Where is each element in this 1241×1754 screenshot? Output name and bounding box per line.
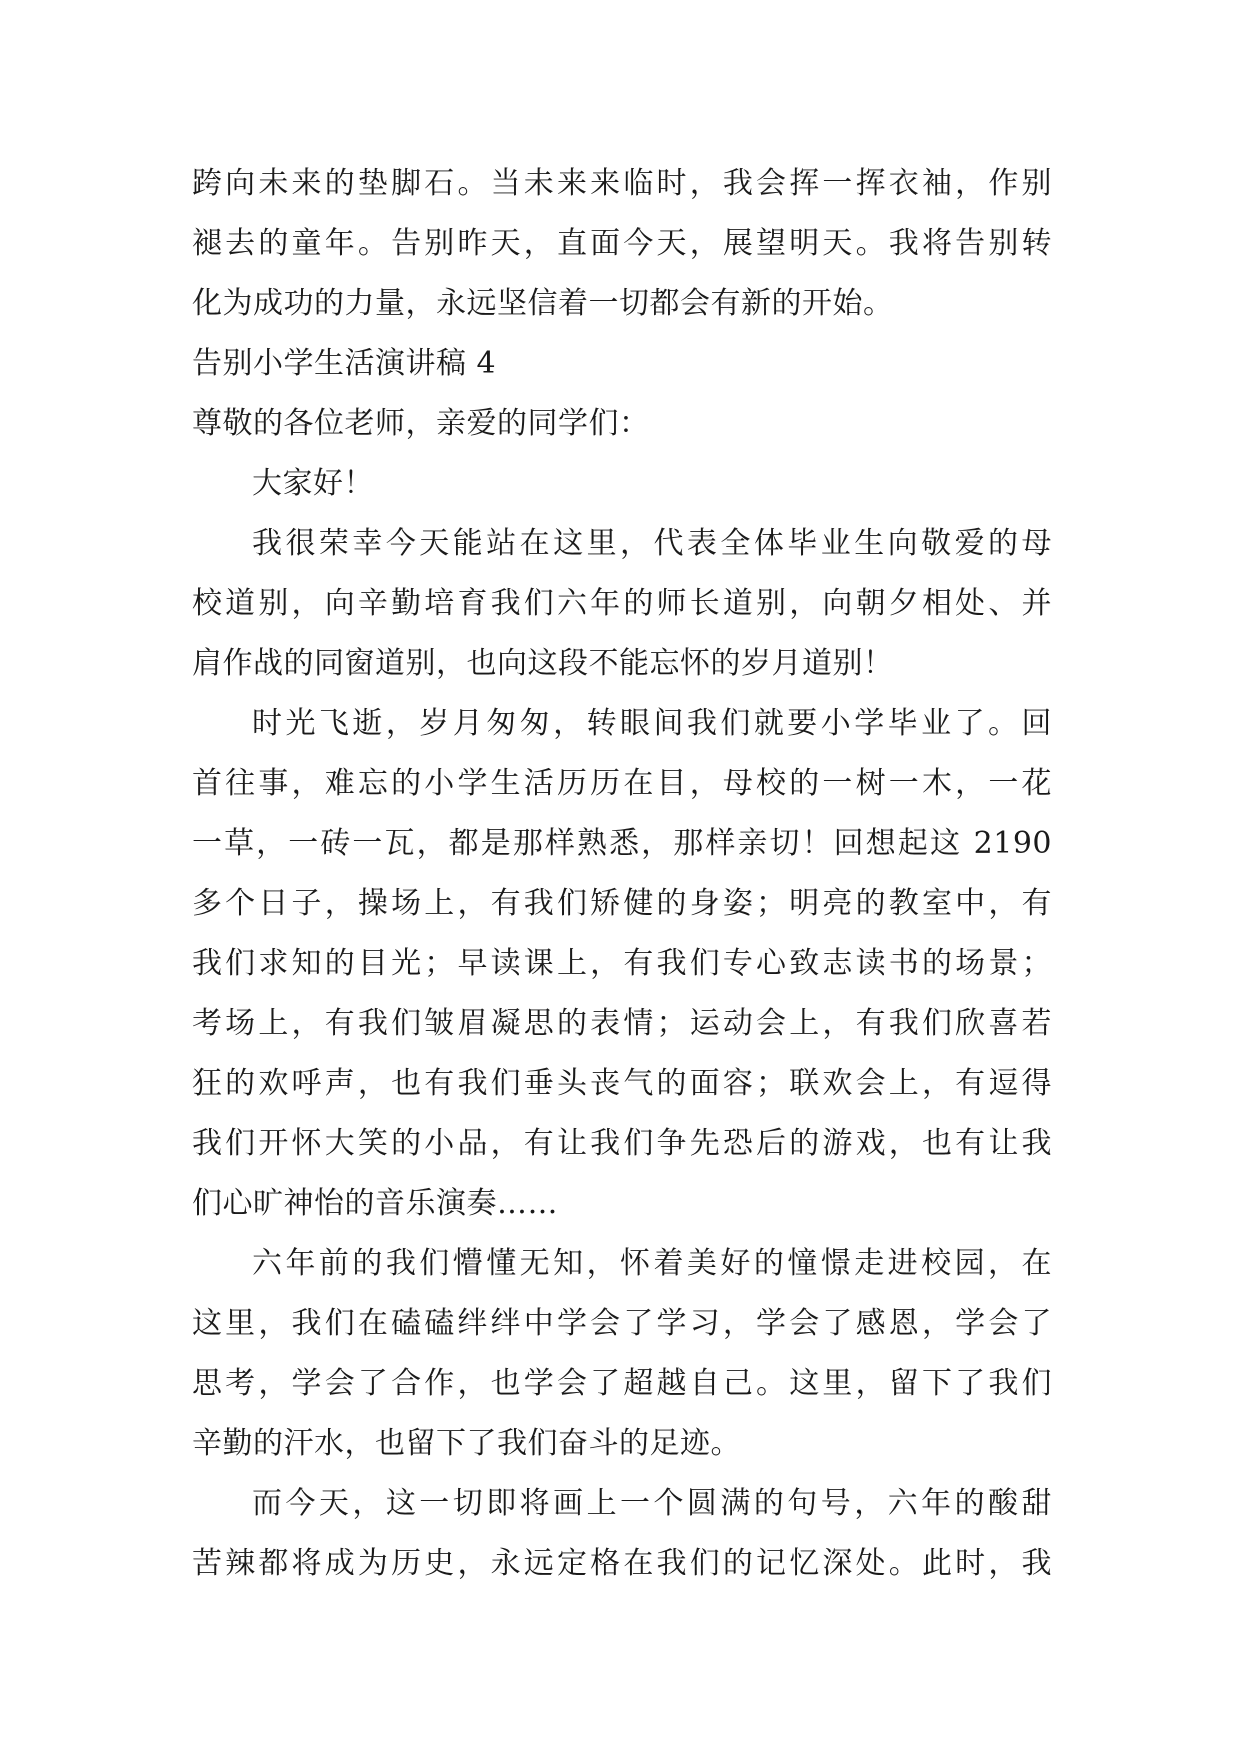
text-line: 多个日子，操场上，有我们矫健的身姿；明亮的教室中，有 bbox=[192, 886, 1052, 921]
text-line: 思考，学会了合作，也学会了超越自己。这里，留下了我们 bbox=[192, 1366, 1052, 1401]
text-line: 们心旷神怡的音乐演奏…… bbox=[192, 1186, 558, 1221]
text-line: 狂的欢呼声，也有我们垂头丧气的面容；联欢会上，有逗得 bbox=[192, 1066, 1052, 1101]
greeting: 大家好！ bbox=[252, 466, 374, 501]
text-line: 褪去的童年。告别昨天，直面今天，展望明天。我将告别转 bbox=[192, 226, 1052, 261]
text-line: 首往事，难忘的小学生活历历在目，母校的一树一木，一花 bbox=[192, 766, 1052, 801]
text-line: 我们开怀大笑的小品，有让我们争先恐后的游戏，也有让我 bbox=[192, 1126, 1052, 1161]
salutation: 尊敬的各位老师，亲爱的同学们： bbox=[192, 406, 650, 441]
section-heading: 告别小学生活演讲稿 4 bbox=[192, 346, 497, 381]
text-line: 而今天，这一切即将画上一个圆满的句号，六年的酸甜 bbox=[252, 1486, 1052, 1521]
text-line: 校道别，向辛勤培育我们六年的师长道别，向朝夕相处、并 bbox=[192, 586, 1052, 621]
text-line: 肩作战的同窗道别，也向这段不能忘怀的岁月道别！ bbox=[192, 646, 894, 681]
text-line: 苦辣都将成为历史，永远定格在我们的记忆深处。此时，我 bbox=[192, 1546, 1052, 1581]
text-line: 辛勤的汗水，也留下了我们奋斗的足迹。 bbox=[192, 1426, 741, 1461]
text-line: 一草，一砖一瓦，都是那样熟悉，那样亲切！回想起这 2190 bbox=[192, 826, 1052, 861]
text-line: 时光飞逝，岁月匆匆，转眼间我们就要小学毕业了。回 bbox=[252, 706, 1052, 741]
text-line: 化为成功的力量，永远坚信着一切都会有新的开始。 bbox=[192, 286, 894, 321]
text-line: 我很荣幸今天能站在这里，代表全体毕业生向敬爱的母 bbox=[252, 526, 1052, 561]
text-line: 考场上，有我们皱眉凝思的表情；运动会上，有我们欣喜若 bbox=[192, 1006, 1052, 1041]
text-line: 这里，我们在磕磕绊绊中学会了学习，学会了感恩，学会了 bbox=[192, 1306, 1052, 1341]
text-line: 我们求知的目光；早读课上，有我们专心致志读书的场景； bbox=[192, 946, 1052, 981]
text-line: 六年前的我们懵懂无知，怀着美好的憧憬走进校园，在 bbox=[252, 1246, 1052, 1281]
text-line: 跨向未来的垫脚石。当未来来临时，我会挥一挥衣袖，作别 bbox=[192, 166, 1052, 201]
